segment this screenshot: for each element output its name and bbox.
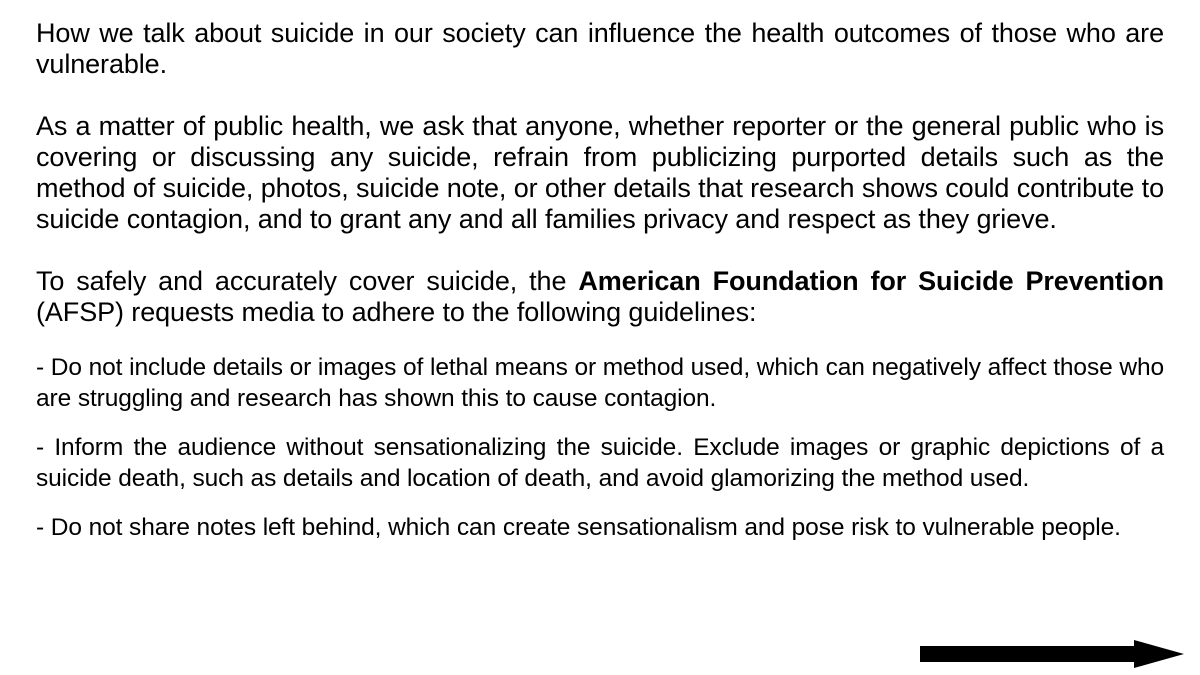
- right-arrow-icon: [920, 640, 1184, 668]
- right-arrow-shape: [920, 640, 1184, 668]
- afsp-organization-name: American Foundation for Suicide Prevention: [578, 266, 1164, 296]
- statement-document: [36, 18, 1164, 543]
- intro-paragraph: How we talk about suicide in our society can influence the health outcomes of those who are vulnerable.: [36, 18, 1164, 79]
- afsp-intro-tail-text: (AFSP) requests media to adhere to the following guidelines:: [36, 297, 757, 327]
- guideline-item: - Inform the audience without sensationalizing the suicide. Exclude images or graphic depictions of a suicide death, such as details and location of death, and avoid glamorizing the method used.: [36, 434, 1164, 492]
- afsp-intro-lead-text: To safely and accurately cover suicide, the: [36, 266, 579, 296]
- public-health-request-paragraph: As a matter of public health, we ask that anyone, whether reporter or the general public who is covering or discussing any suicide, refrain from publicizing purported details such as the method of suicide, photos, suicide note, or other details that research shows could contribute to suicide contagion, and to grant any and all families privacy and respect as they grieve.: [36, 111, 1164, 234]
- guideline-item: - Do not share notes left behind, which can create sensationalism and pose risk to vulnerable people.: [36, 514, 1121, 541]
- afsp-guidelines-intro-paragraph: [36, 266, 1164, 328]
- guideline-item: - Do not include details or images of lethal means or method used, which can negatively affect those who are struggling and research has shown this to cause contagion.: [36, 354, 1164, 412]
